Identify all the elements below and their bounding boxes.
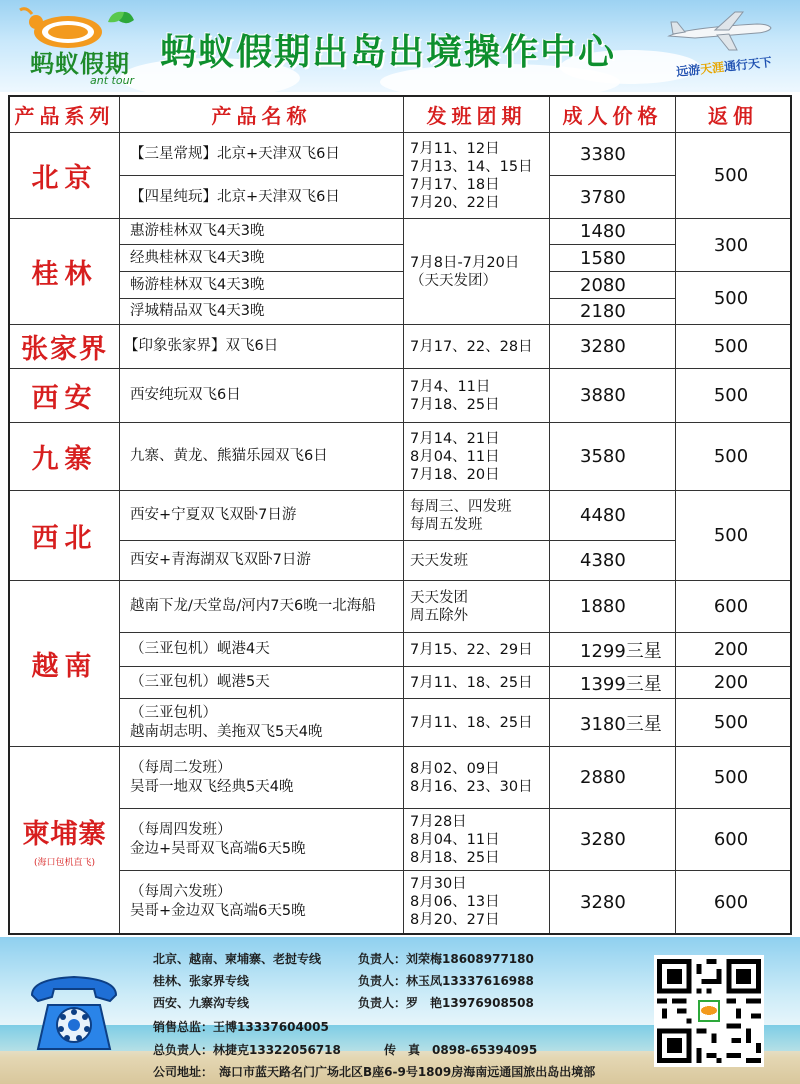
contact-person: 负责人：刘荣梅18608977180 xyxy=(358,952,534,966)
product-name: 经典桂林双飞4天3晚 xyxy=(120,245,404,272)
commission: 500 xyxy=(676,699,790,747)
commission: 600 xyxy=(713,891,749,913)
adult-price: 2080 xyxy=(550,272,676,299)
commission: 600 xyxy=(676,581,790,633)
header-banner xyxy=(0,0,800,92)
series-jiuzhai xyxy=(10,423,120,491)
product-name: 【印象张家界】双飞6日 xyxy=(120,325,404,369)
departure-dates: 7月11、18、25日 xyxy=(404,699,550,747)
product-name: （每周四发班） 金边+吴哥双飞高端6天5晚 xyxy=(120,809,404,871)
departure-dates: 8月02、09日 8月16、23、30日 xyxy=(404,747,550,809)
product-name: 西安纯玩双飞6日 xyxy=(120,369,404,423)
product-name: 西安+宁夏双飞双卧7日游 xyxy=(120,491,404,541)
adult-price: 3380 xyxy=(550,133,676,176)
adult-price: 1399三星 xyxy=(550,667,676,699)
adult-price: 1580 xyxy=(550,245,676,272)
commission: 500 xyxy=(676,325,790,369)
adult-price: 3280 xyxy=(550,325,676,369)
departure-dates: 7月14、21日 8月04、11日 7月18、20日 xyxy=(404,423,550,491)
commission: 200 xyxy=(676,633,790,667)
series-label: 西安 xyxy=(31,383,98,414)
departure-dates: 7月28日 8月04、11日 8月18、25日 xyxy=(404,809,550,871)
adult-price: 3880 xyxy=(550,369,676,423)
product-name: 浮城精品双飞4天3晚 xyxy=(120,299,404,325)
product-name: （三亚包机）岘港5天 xyxy=(120,667,404,699)
series-label: 张家界 xyxy=(21,334,108,365)
product-name: （每周二发班） 吴哥一地双飞经典5天4晚 xyxy=(120,747,404,809)
company-address: 公司地址： 海口市蓝天路名门广场北区B座6-9号1809房海南远通国旅出岛出境部 xyxy=(153,1065,596,1079)
adult-price: 1880 xyxy=(550,581,676,633)
departure-dates: 天天发班 xyxy=(404,541,550,581)
slogan-highlight: 天涯 xyxy=(699,60,725,77)
commission: 300 xyxy=(676,219,790,272)
airplane-icon xyxy=(665,8,775,58)
slogan-part: 通行天下 xyxy=(723,55,773,74)
contact-person: 负责人：林玉凤13337616988 xyxy=(358,974,534,988)
departure-dates: 天天发团 周五除外 xyxy=(404,581,550,633)
qr-code xyxy=(654,955,764,1067)
series-beijing xyxy=(10,133,120,219)
series-xibei xyxy=(10,491,120,581)
departure-dates: 每周三、四发班 每周五发班 xyxy=(404,491,550,541)
series-label: 西北 xyxy=(31,523,98,554)
sales-director: 销售总监：王博13337604005 xyxy=(153,1020,329,1034)
slogan-part: 远游 xyxy=(675,62,701,79)
commission: 500 xyxy=(676,747,790,809)
series-label: 柬埔寨 xyxy=(22,819,107,850)
commission: 500 xyxy=(676,423,790,491)
departure-dates: 7月15、22、29日 xyxy=(404,633,550,667)
qr-code-icon xyxy=(657,958,761,1064)
series-label: 越南 xyxy=(31,651,98,682)
departure-dates: 7月4、11日 7月18、25日 xyxy=(404,369,550,423)
departure-dates: 7月8日-7月20日 （天天发团） xyxy=(404,219,550,325)
header-price: 成人价格 xyxy=(550,97,676,133)
fax-number: 传 真 0898-65394095 xyxy=(384,1043,538,1057)
header-product: 产品名称 xyxy=(120,97,404,133)
commission: 500 xyxy=(676,491,790,581)
series-guilin xyxy=(10,219,120,325)
telephone-icon xyxy=(24,965,124,1055)
brand-logo xyxy=(8,6,140,88)
series-label: 九寨 xyxy=(31,444,98,475)
series-xian xyxy=(10,369,120,423)
logo-chinese-text: 蚂蚁假期 xyxy=(30,50,130,78)
adult-price: 2180 xyxy=(550,299,676,325)
product-name: （三亚包机）岘港4天 xyxy=(120,633,404,667)
adult-price: 1299三星 xyxy=(550,633,676,667)
product-name: 【三星常规】北京+天津双飞6日 xyxy=(120,133,404,176)
commission: 500 xyxy=(676,133,790,219)
series-label: 桂林 xyxy=(31,259,98,290)
departure-dates: 7月11、12日 7月13、14、15日 7月17、18日 7月20、22日 xyxy=(404,133,550,219)
product-name: 西安+青海湖双飞双卧7日游 xyxy=(120,541,404,581)
contact-line-lines: 北京、越南、柬埔寨、老挝专线 xyxy=(153,952,322,966)
header-dates: 发班团期 xyxy=(404,97,550,133)
adult-price: 1480 xyxy=(550,219,676,245)
header-commission: 返佣 xyxy=(676,97,790,133)
departure-dates: 7月11、18、25日 xyxy=(404,667,550,699)
adult-price: 3280 xyxy=(550,871,676,933)
series-vietnam xyxy=(10,581,120,747)
contact-line-lines: 桂林、张家界专线 xyxy=(153,974,250,988)
departure-dates: 7月17、22、28日 xyxy=(404,325,550,369)
series-zhangjiajie xyxy=(10,325,120,369)
product-name: （每周六发班） 吴哥+金边双飞高端6天5晚 xyxy=(120,871,404,933)
commission: 500 xyxy=(676,272,790,325)
logo-english-text: ant tour xyxy=(90,74,135,87)
commission: 500 xyxy=(676,369,790,423)
series-cambodia xyxy=(10,747,120,933)
contact-line-lines: 西安、九寨沟专线 xyxy=(153,996,250,1010)
adult-price: 3180三星 xyxy=(550,699,676,747)
adult-price: 3580 xyxy=(550,423,676,491)
commission: 200 xyxy=(676,667,790,699)
adult-price: 4380 xyxy=(550,541,676,581)
general-manager: 总负责人：林捷克13322056718 xyxy=(153,1043,341,1057)
departure-dates: 7月30日 8月06、13日 8月20、27日 xyxy=(404,871,550,933)
contact-person: 负责人：罗 艳13976908508 xyxy=(358,996,534,1010)
commission: 600 xyxy=(676,809,790,871)
adult-price: 2880 xyxy=(550,747,676,809)
adult-price: 4480 xyxy=(550,491,676,541)
series-label: 北京 xyxy=(31,163,98,194)
page-title: 蚂蚁假期出岛出境操作中心 xyxy=(160,32,617,73)
product-name: 九寨、黄龙、熊猫乐园双飞6日 xyxy=(120,423,404,491)
price-table xyxy=(8,95,792,935)
product-name: （三亚包机） 越南胡志明、美拖双飞5天4晚 xyxy=(120,699,404,747)
adult-price: 3280 xyxy=(550,809,676,871)
header-series: 产品系列 xyxy=(10,97,120,133)
product-name: 惠游桂林双飞4天3晚 xyxy=(120,219,404,245)
product-name: 畅游桂林双飞4天3晚 xyxy=(120,272,404,299)
product-name: 【四星纯玩】北京+天津双飞6日 xyxy=(120,176,404,219)
adult-price: 3780 xyxy=(550,176,676,219)
series-note: (海口包机直飞) xyxy=(33,858,96,868)
product-name: 越南下龙/天堂岛/河内7天6晚一北海船 xyxy=(120,581,404,633)
